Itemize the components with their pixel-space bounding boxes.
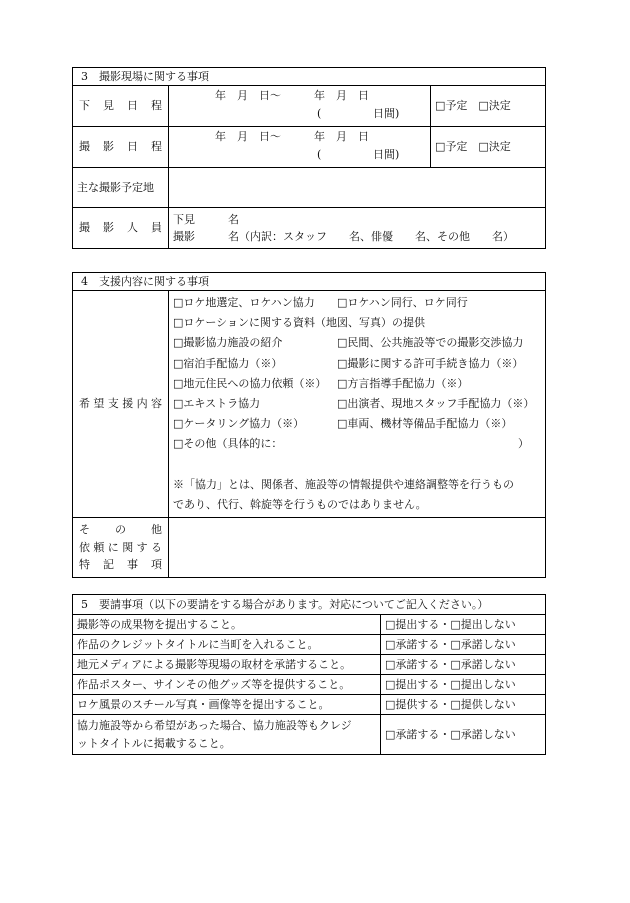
support-item-other[interactable]: [173, 434, 541, 454]
request-answer[interactable]: □提出する・□提出しない: [381, 615, 546, 635]
other-request-label: [73, 518, 169, 578]
support-item-vehicles[interactable]: □車両、機材等備品手配協力（※）: [337, 417, 513, 431]
preview-status-options[interactable]: □予定 □決定: [431, 86, 546, 127]
support-item-row: [173, 333, 541, 353]
spacer: [173, 455, 541, 475]
support-item-facility-intro[interactable]: □撮影協力施設の紹介: [173, 336, 283, 350]
section3-heading: 3 撮影現場に関する事項: [73, 68, 546, 86]
request-answer[interactable]: □承諾する・□承諾しない: [381, 635, 546, 655]
support-item-residents[interactable]: □地元住民への協力依頼（※）: [173, 376, 327, 390]
support-item-catering[interactable]: □ケータリング協力（※）: [173, 417, 305, 431]
support-item-row: [173, 293, 541, 313]
support-item-cast-staff[interactable]: □出演者、現地スタッフ手配協力（※）: [337, 397, 535, 411]
support-item-row: [173, 354, 541, 374]
other-request-label-line: 依頼に関する: [79, 540, 162, 554]
request-answer[interactable]: □提出する・□提出しない: [381, 675, 546, 695]
support-item-row: [173, 374, 541, 394]
request-item: 作品ポスター、サインその他グッズ等を提供すること。: [73, 675, 381, 695]
other-request-label-line: そ の 他: [79, 523, 162, 537]
preview-schedule-label: 下見日程: [73, 86, 169, 127]
other-request-label-line: 特 記 事 項: [79, 558, 162, 572]
support-item-accompany[interactable]: □ロケハン同行、ロケ同行: [337, 296, 468, 309]
staff-field[interactable]: [169, 208, 546, 249]
section4-heading: 4 支援内容に関する事項: [73, 273, 546, 291]
shoot-schedule-label: 撮影日程: [73, 127, 169, 168]
staff-label: 撮影人員: [73, 208, 169, 249]
support-other-label: □その他（具体的に：: [173, 437, 283, 451]
preview-paren-open: (: [317, 107, 322, 120]
support-item-extras[interactable]: □エキストラ協力: [173, 397, 261, 411]
section5-table: [72, 594, 546, 755]
request-answer[interactable]: □承諾する・□承諾しない: [381, 655, 546, 675]
request-item: ロケ風景のスチール写真・画像等を提出すること。: [73, 695, 381, 715]
location-label: 主な撮影予定地: [73, 168, 169, 208]
request-item-credit-line1: 協力施設等から希望があった場合、協力施設等もクレジ: [77, 718, 352, 732]
preview-days: 日間): [373, 107, 400, 120]
shoot-status-options[interactable]: □予定 □決定: [431, 127, 546, 168]
preview-schedule-field[interactable]: [169, 86, 431, 127]
request-item: 作品のクレジットタイトルに当町を入れること。: [73, 635, 381, 655]
other-request-field[interactable]: [169, 518, 546, 578]
support-other-close: ）: [518, 437, 529, 451]
request-item: 撮影等の成果物を提出すること。: [73, 615, 381, 635]
request-item: 地元メディアによる撮影等現場の取材を承諾すること。: [73, 655, 381, 675]
support-item-dialect[interactable]: □方言指導手配協力（※）: [337, 376, 469, 390]
support-label: 希望支援内容: [73, 291, 169, 518]
request-answer[interactable]: □承諾する・□承諾しない: [381, 715, 546, 755]
support-item-negotiation[interactable]: □民間、公共施設等での撮影交渉協力: [337, 336, 524, 350]
request-item-credit: [73, 715, 381, 755]
shoot-schedule-field[interactable]: [169, 127, 431, 168]
support-item-materials[interactable]: □ロケーションに関する資料（地図、写真）の提供: [173, 316, 425, 330]
section5-heading: 5 要請事項（以下の要請をする場合があります。対応についてご記入ください。）: [73, 595, 546, 615]
preview-date-range: 年 月 日～ 年 月 日: [215, 89, 369, 102]
support-note-line1: ※「協力」とは、関係者、施設等の情報提供や連絡調整等を行うもの: [173, 477, 514, 491]
support-options[interactable]: [169, 291, 546, 518]
support-item-row: [173, 414, 541, 434]
shoot-days: 日間): [373, 148, 400, 161]
section4-table: [72, 272, 546, 578]
request-answer[interactable]: □提供する・□提供しない: [381, 695, 546, 715]
support-item-row: [173, 394, 541, 414]
staff-shoot-breakdown: 撮影 名（内訳：スタッフ 名、俳優 名、その他 名）: [173, 230, 514, 243]
request-item-credit-line2: ットタイトルに掲載すること。: [77, 736, 231, 750]
section3-table: [72, 67, 546, 249]
shoot-paren-open: (: [317, 148, 322, 161]
support-note-line2: であり、代行、斡旋等を行うものではありません。: [173, 497, 427, 511]
shoot-date-range: 年 月 日～ 年 月 日: [215, 130, 369, 143]
support-item-permits[interactable]: □撮影に関する許可手続き協力（※）: [337, 356, 524, 370]
staff-preview-count: 下見 名: [173, 212, 239, 226]
location-field[interactable]: [169, 168, 546, 208]
support-item-location-hunting[interactable]: □ロケ地選定、ロケハン協力: [173, 296, 315, 309]
support-item-lodging[interactable]: □宿泊手配協力（※）: [173, 356, 283, 370]
